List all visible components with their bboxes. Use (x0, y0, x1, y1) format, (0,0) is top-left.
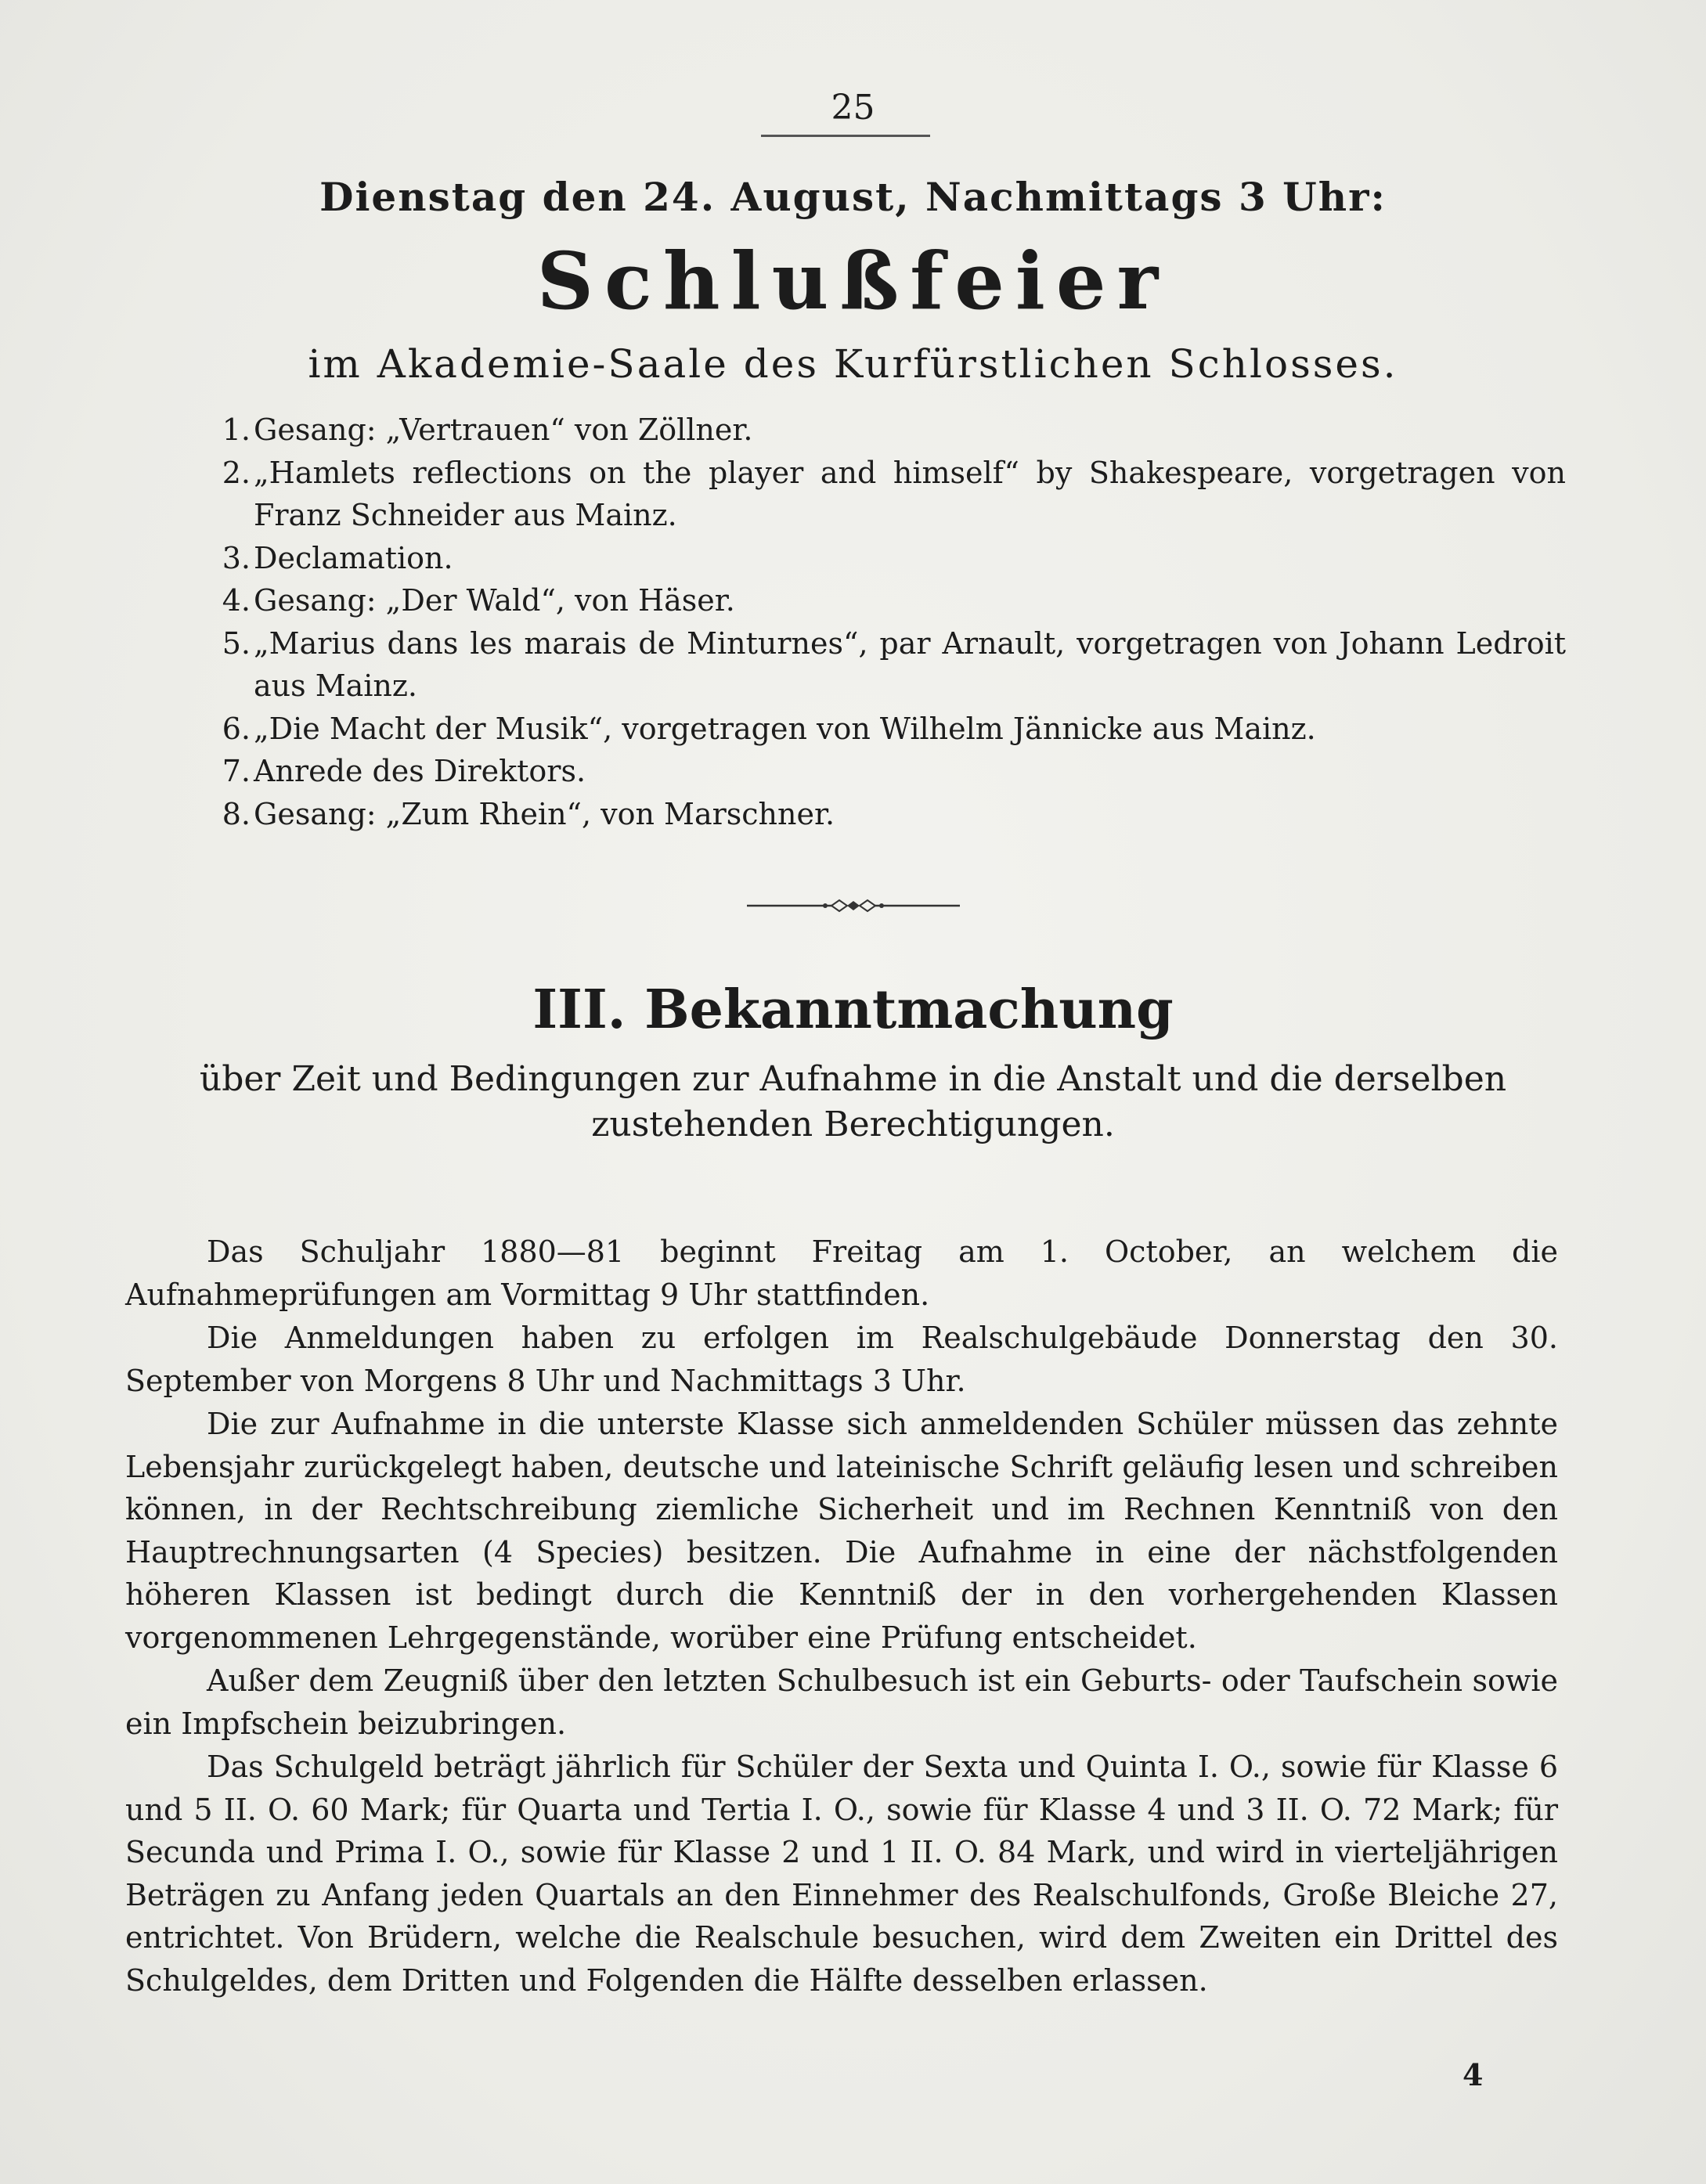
ornament-divider-icon (744, 894, 963, 917)
program-item (204, 622, 1566, 708)
section-subheading-line: zustehenden Berechtigungen. (591, 1105, 1115, 1144)
program-item (204, 537, 1566, 580)
program-item-number: 8. (222, 796, 251, 831)
program-item-number: 4. (222, 583, 251, 618)
folio-signature: 4 (1463, 2057, 1484, 2092)
section-subheading-line: über Zeit und Bedingungen zur Aufnahme in die Anstalt und die derselben (199, 1059, 1507, 1099)
program-item (204, 579, 1566, 622)
venue-subtitle: im Akademie-Saale des Kurfürstlichen Schlosses. (308, 341, 1398, 387)
program-item-number: 2. (222, 455, 251, 490)
main-title: Schlußfeier (536, 235, 1170, 327)
paragraph: Außer dem Zeugniß über den letzten Schulbesuch ist ein Geburts- oder Taufschein sowie ein Impfschein beizubringen. (125, 1663, 1558, 1741)
program-item-text: „Hamlets reflections on the player and himself“ by Shakespeare, vorgetragen von Franz Schneider aus Mainz. (254, 455, 1566, 532)
announcement-body (125, 1231, 1558, 2002)
page-number-rule (761, 135, 930, 137)
section-heading: III. Bekanntmachung (532, 978, 1174, 1041)
paragraph: Das Schulgeld beträgt jährlich für Schüler der Sexta und Quinta I. O., sowie für Klasse 6 und 5 II. O. 60 Mark; für Quarta und Tertia I. O., sowie für Klasse 4 und 3 II. O. 72 Mark; für Secunda und Prima I. O., sowie für Klasse 2 und 1 II. O. 84 Mark, und wird in vierteljährigen Beträgen zu Anfang jeden Quartals an den Einnehmer des Realschulfonds, Große Bleiche 27, entrichtet. Von Brüdern, welche die Realschule besuchen, wird dem Zweiten ein Drittel des Schulgeldes, dem Dritten und Folgenden die Hälfte desselben erlassen. (125, 1750, 1558, 1998)
program-item-number: 6. (222, 711, 251, 746)
paragraph: Die Anmeldungen haben zu erfolgen im Realschulgebäude Donnerstag den 30. September von Morgens 8 Uhr und Nachmittags 3 Uhr. (125, 1321, 1558, 1398)
program-item-text: „Die Macht der Musik“, vorgetragen von Wilhelm Jännicke aus Mainz. (254, 711, 1316, 746)
program-item (204, 409, 1566, 452)
paragraph: Das Schuljahr 1880—81 beginnt Freitag am 1. October, an welchem die Aufnahmeprüfungen am Vormittag 9 Uhr stattfinden. (125, 1234, 1558, 1312)
program-item (204, 708, 1566, 751)
program-item-text: Gesang: „Der Wald“, von Häser. (254, 583, 735, 618)
program-list (204, 409, 1566, 835)
program-item-text: Gesang: „Zum Rhein“, von Marschner. (254, 796, 835, 831)
program-item (204, 750, 1566, 793)
program-item-text: Declamation. (254, 540, 453, 575)
section-subheading (0, 1057, 1706, 1148)
program-item (204, 452, 1566, 537)
page-number: 25 (831, 88, 875, 128)
program-item-text: Gesang: „Vertrauen“ von Zöllner. (254, 413, 753, 447)
program-item-text: Anrede des Direktors. (254, 754, 586, 788)
program-item (204, 793, 1566, 836)
program-item-number: 7. (222, 754, 251, 788)
program-item-number: 5. (222, 625, 251, 661)
program-item-number: 3. (222, 540, 251, 575)
date-heading: Dienstag den 24. August, Nachmittags 3 Uhr: (319, 174, 1387, 220)
paragraph: Die zur Aufnahme in die unterste Klasse sich anmeldenden Schüler müssen das zehnte Lebensjahr zurückgelegt haben, deutsche und lateinische Schrift geläufig lesen und schreiben können, in der Rechtschreibung ziemliche Sicherheit und im Rechnen Kenntniß von den Hauptrechnungsarten (4 Species) besitzen. Die Aufnahme in eine der nächstfolgenden höheren Klassen ist bedingt durch die Kenntniß der in den vorhergehenden Klassen vorgenommenen Lehrgegenstände, worüber eine Prüfung entscheidet. (125, 1407, 1558, 1655)
program-item-number: 1. (222, 413, 251, 447)
program-item-text: „Marius dans les marais de Minturnes“, par Arnault, vorgetragen von Johann Ledroit aus Mainz. (254, 625, 1566, 703)
